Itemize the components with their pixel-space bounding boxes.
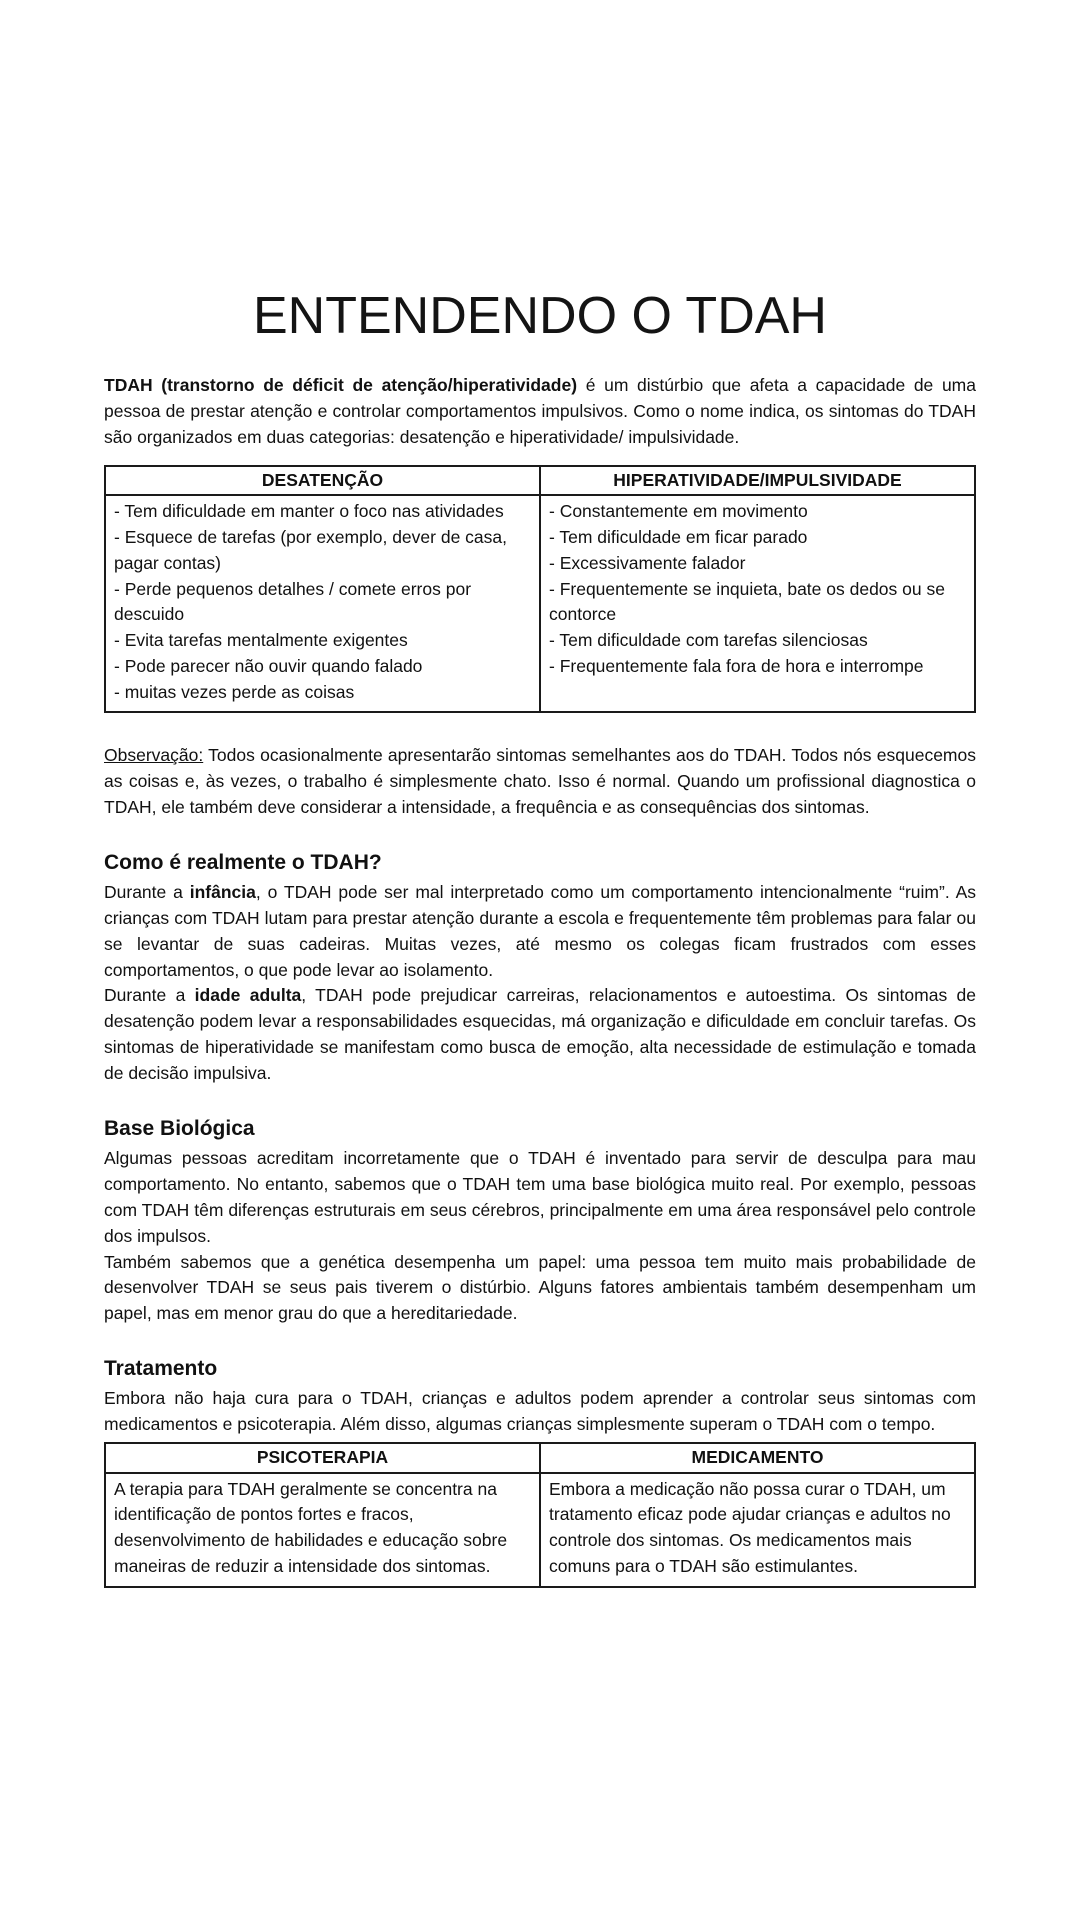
reality-p2-rest: , TDAH pode prejudicar carreiras, relacionamentos e autoestima. Os sintomas de desatenção podem levar a responsabilidades esquecidas, má organização e dificuldade em concluir tarefas. Os sintomas de hiperatividade se manifestam como busca de emoção, alta necessidade de estimulação e tomada de decisão impulsiva. [104,985,977,1084]
symptoms-table-cell-inattention [105,495,540,712]
treatment-table-body-row [105,1473,975,1587]
page-title: ENTENDENDO O TDAH [253,287,827,345]
treatment-table-cell-psychotherapy [105,1473,540,1587]
list-item: - Tem dificuldade em ficar parado [549,527,808,548]
biology-paragraph-2: Também sabemos que a genética desempenha um papel: uma pessoa tem muito mais probabilidade de desenvolver TDAH se seus pais tiverem o distúrbio. Alguns fatores ambientais também desempenham um papel, mas em menor grau do que a hereditariedade. [104,1251,976,1324]
section-heading-reality: Como é realmente o TDAH? [104,850,382,874]
list-item: - Pode parecer não ouvir quando falado [114,655,423,676]
note-label: Observação: [104,745,204,766]
intro-paragraph [104,373,976,451]
treatment-table [104,1442,976,1588]
treatment-table-cell-medication [540,1473,975,1587]
list-item: - Tem dificuldade em manter o foco nas atividades [114,501,504,522]
reality-p2-bold: idade adulta [194,985,302,1006]
reality-p1-prefix: Durante a [104,881,190,902]
intro-bold-lead: TDAH (transtorno de déficit de atenção/hiperatividade) [104,375,578,396]
note-text: Todos ocasionalmente apresentarão sintomas semelhantes aos do TDAH. Todos nós esquecemos as coisas e, às vezes, o trabalho é simplesmente chato. Isso é normal. Quando um profissional diagnostica o TDAH, ele também deve considerar a intensidade, a frequência e as consequências dos sintomas. [104,745,976,818]
reality-p2-prefix: Durante a [104,985,195,1006]
medication-text: Embora a medicação não possa curar o TDAH, um tratamento eficaz pode ajudar crianças e adultos no controle dos sintomas. Os medicamentos mais comuns para o TDAH são estimulantes. [549,1478,951,1576]
section-heading-treatment: Tratamento [104,1357,218,1381]
psychotherapy-text: A terapia para TDAH geralmente se concentra na identificação de pontos fortes e fracos, desenvolvimento de habilidades e educação sobre maneiras de reduzir a intensidade dos sintomas. [114,1478,508,1576]
reality-paragraph-childhood [104,880,976,984]
list-item: - Evita tarefas mentalmente exigentes [114,630,408,651]
list-item: - Constantemente em movimento [549,501,808,522]
list-item: - Frequentemente fala fora de hora e interrompe [549,655,924,676]
reality-paragraph-adulthood [104,983,976,1087]
intro-text: é um distúrbio que afeta a capacidade de uma pessoa de prestar atenção e controlar comportamentos impulsivos. Como o nome indica, os sintomas do TDAH são organizados em duas categorias: desatenção e hiperatividade/ impulsividade. [104,375,976,447]
symptoms-table-header-row [105,466,975,496]
list-item: - Excessivamente falador [549,552,746,573]
symptoms-table-header-inattention: DESATENÇÃO [105,466,540,496]
section-heading-biology: Base Biológica [104,1117,255,1141]
treatment-table-header-psychotherapy: PSICOTERAPIA [105,1443,540,1473]
treatment-table-header-medication: MEDICAMENTO [540,1443,975,1473]
document-content [104,0,976,1588]
list-item: - Tem dificuldade com tarefas silenciosas [549,630,868,651]
symptoms-table-cell-hyperactivity [540,495,975,712]
symptoms-table-body-row [105,495,975,712]
treatment-table-header-row [105,1443,975,1473]
reality-p1-rest: , o TDAH pode ser mal interpretado como um comportamento intencionalmente “ruim”. As crianças com TDAH lutam para prestar atenção durante a escola e frequentemente têm problemas para falar ou se levantar de suas cadeiras. Muitas vezes, até mesmo os colegas ficam frustrados com esses comportamentos, o que pode levar ao isolamento. [104,881,976,980]
list-item: - Frequentemente se inquieta, bate os dedos ou se contorce [549,578,945,625]
list-item: - Perde pequenos detalhes / comete erros por descuido [114,578,472,625]
symptoms-table [104,465,976,713]
biology-paragraph-1: Algumas pessoas acreditam incorretamente que o TDAH é inventado para servir de desculpa para mau comportamento. No entanto, sabemos que o TDAH tem uma base biológica muito real. Por exemplo, pessoas com TDAH têm diferenças estruturais em seus cérebros, principalmente em uma área responsável pelo controle dos impulsos. [104,1148,976,1246]
reality-p1-bold: infância [189,881,256,902]
treatment-paragraph: Embora não haja cura para o TDAH, crianças e adultos podem aprender a controlar seus sintomas com medicamentos e psicoterapia. Além disso, algumas crianças simplesmente superam o TDAH com o tempo. [104,1388,976,1435]
symptoms-table-header-hyperactivity: HIPERATIVIDADE/IMPULSIVIDADE [540,466,975,496]
list-item: - Esquece de tarefas (por exemplo, dever de casa, pagar contas) [114,527,507,573]
note-paragraph [104,743,976,821]
list-item: - muitas vezes perde as coisas [114,681,355,702]
